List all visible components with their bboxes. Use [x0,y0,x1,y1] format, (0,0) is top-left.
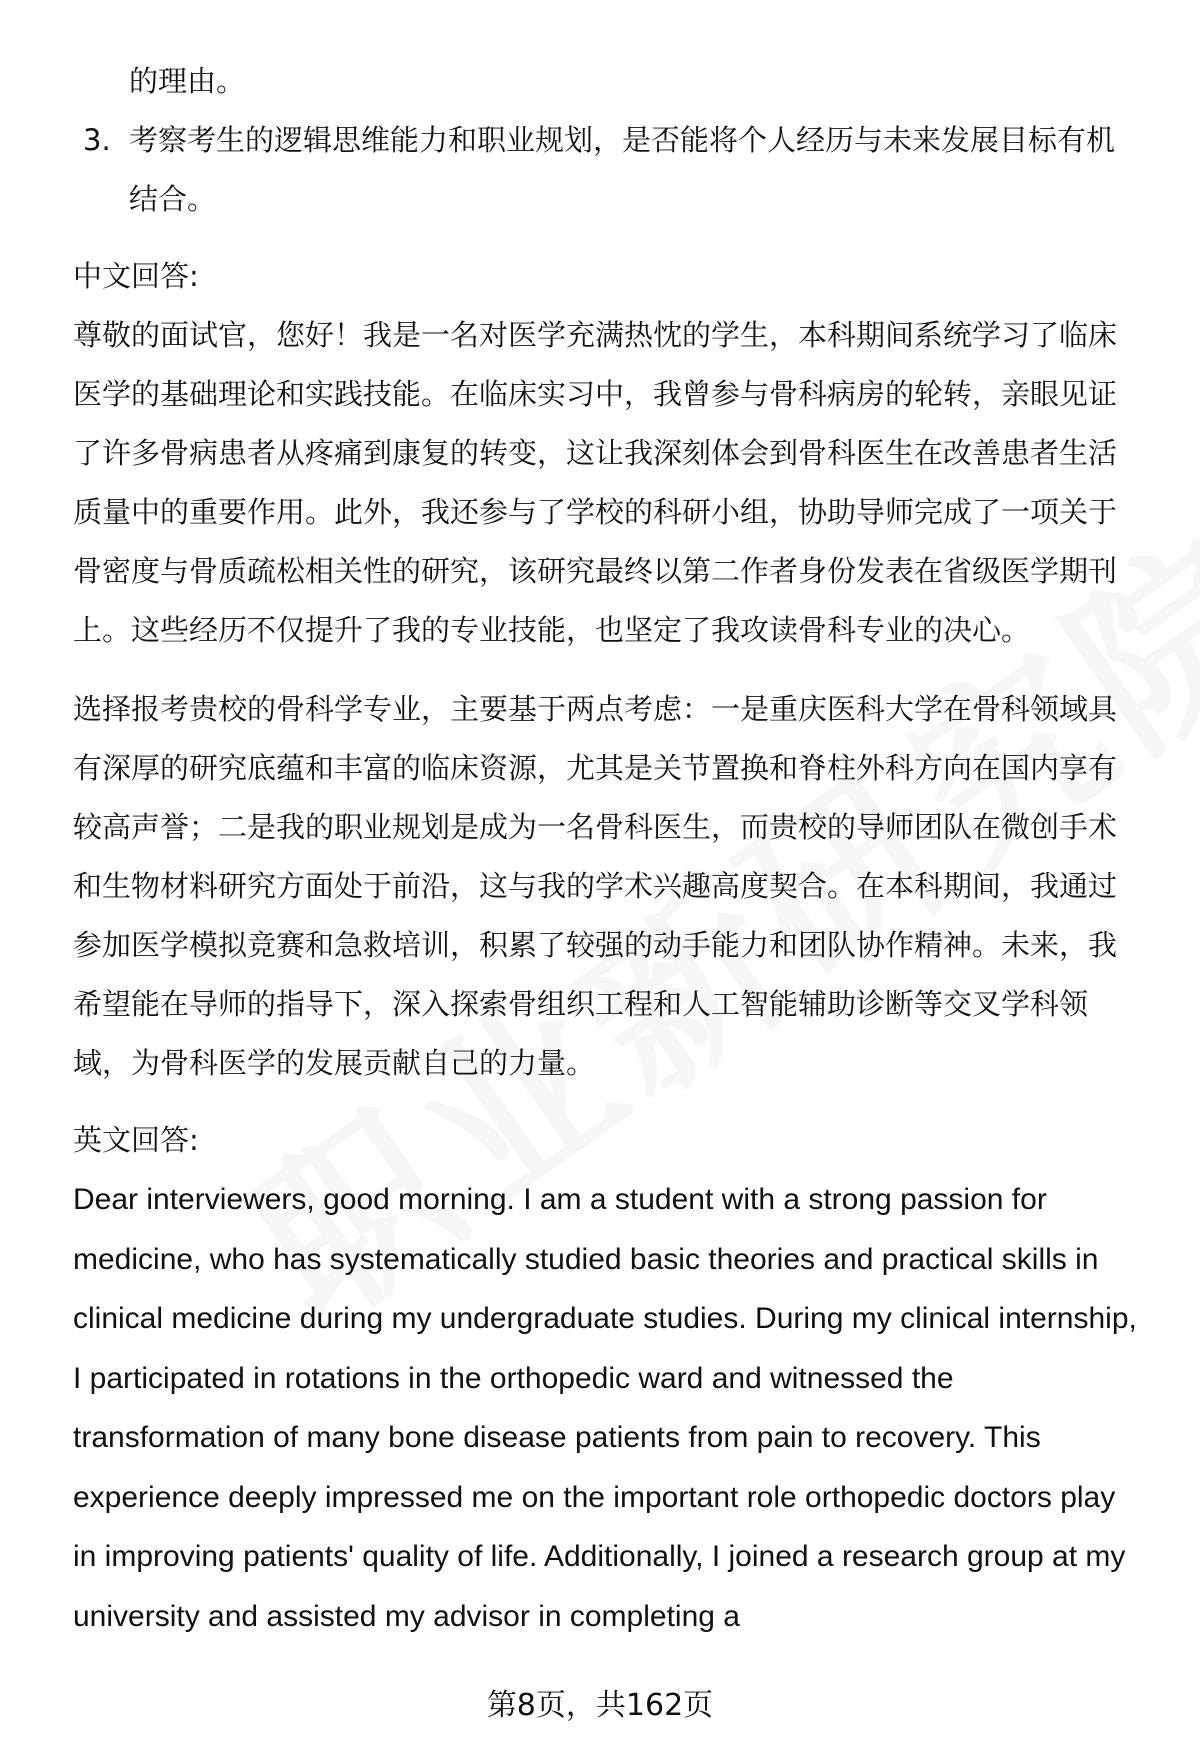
page-content [73,52,1143,1646]
chinese-paragraph-2: 选择报考贵校的骨科学专业，主要基于两点考虑：一是重庆医科大学在骨科领域具有深厚的研究底蕴和丰富的临床资源，尤其是关节置换和脊柱外科方向在国内享有较高声誉；二是我的职业规划是成为一名骨科医生，而贵校的导师团队在微创手术和生物材料研究方面处于前沿，这与我的学术兴趣高度契合。在本科期间，我通过参加医学模拟竞赛和急救培训，积累了较强的动手能力和团队协作精神。未来，我希望能在导师的指导下，深入探索骨组织工程和人工智能辅助诊断等交叉学科领域，为骨科医学的发展贡献自己的力量。 [73,692,1118,1080]
english-paragraph-1: Dear interviewers, good morning. I am a student with a strong passion for medicine, who has systematically studied basic theories and practical skills in clinical medicine during my undergraduate studies. During my clinical internship, I participated in rotations in the orthopedic ward and witnessed the transformation of many bone disease patients from pain to recovery. This experience deeply impressed me on the important role orthopedic doctors play in improving patients' quality of life. Additionally, I joined a research group at my university and assisted my advisor in completing a [73,1183,1137,1633]
list-item-text: 考察考生的逻辑思维能力和职业规划，是否能将个人经历与未来发展目标有机结合。 [129,123,1116,216]
chinese-answer-heading: 中文回答: [73,259,199,293]
list-number: 3. [83,123,111,157]
page-number: 第8页，共162页 [0,1680,1200,1724]
list-item-continuation: 的理由。 [129,64,246,98]
list-item-3 [73,111,1143,229]
chinese-paragraph-1: 尊敬的面试官，您好！我是一名对医学充满热忱的学生，本科期间系统学习了临床医学的基础理论和实践技能。在临床实习中，我曾参与骨科病房的轮转，亲眼见证了许多骨病患者从疼痛到康复的转变，这让我深刻体会到骨科医生在改善患者生活质量中的重要作用。此外，我还参与了学校的科研小组，协助导师完成了一项关于骨密度与骨质疏松相关性的研究，该研究最终以第二作者身份发表在省级医学期刊上。这些经历不仅提升了我的专业技能，也坚定了我攻读骨科专业的决心。 [73,318,1118,647]
english-answer-heading: 英文回答: [73,1123,199,1157]
